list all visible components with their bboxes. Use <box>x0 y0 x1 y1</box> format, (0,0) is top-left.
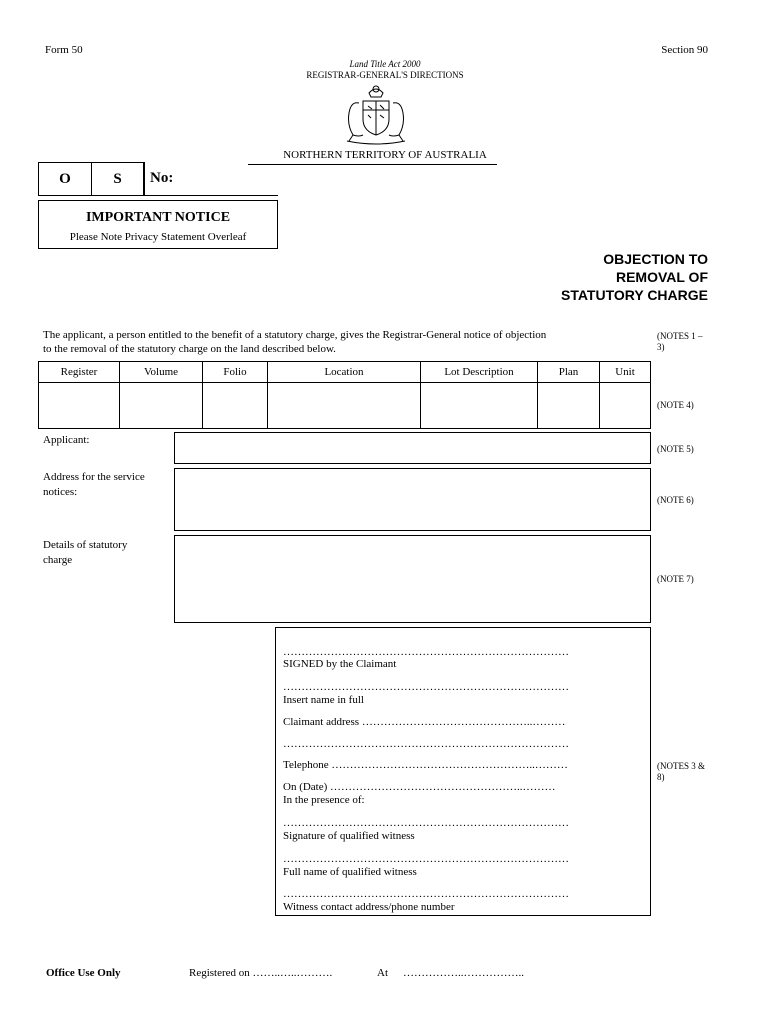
col-unit: Unit <box>600 362 651 383</box>
witness-contact-label: Witness contact address/phone number <box>283 901 455 913</box>
header-rule <box>248 164 497 165</box>
notice-subtitle: Please Note Privacy Statement Overleaf <box>69 231 247 243</box>
witness-signature-label: Signature of qualified witness <box>283 830 415 842</box>
coat-of-arms-icon <box>339 83 413 147</box>
directions-title: REGISTRAR-GENERAL'S DIRECTIONS <box>306 70 464 80</box>
form-title <box>561 250 708 304</box>
office-use-label: Office Use Only <box>46 967 121 979</box>
form-title-line-3: STATUTORY CHARGE <box>560 287 708 303</box>
applicant-label: Applicant: <box>43 434 90 446</box>
address-label-line-2: notices: <box>43 486 78 498</box>
claimant-address-line-2[interactable]: …………………………………………………………………… <box>283 738 569 750</box>
witness-name-line[interactable]: …………………………………………………………………… <box>283 853 569 865</box>
land-table-note: (NOTE 4) <box>657 400 694 410</box>
land-table <box>38 361 651 429</box>
claimant-name-line[interactable]: …………………………………………………………………… <box>283 681 569 693</box>
telephone-line[interactable]: Telephone ………………………………………………..……… <box>283 759 568 771</box>
act-title: Land Title Act 2000 <box>349 59 421 69</box>
address-field[interactable] <box>174 468 651 531</box>
insert-name-label: Insert name in full <box>283 694 364 706</box>
signed-by-label: SIGNED by the Claimant <box>283 658 397 670</box>
unit-input[interactable] <box>600 383 651 429</box>
lot-description-input[interactable] <box>421 383 538 429</box>
jurisdiction: NORTHERN TERRITORY OF AUSTRALIA <box>283 149 487 161</box>
intro-note: (NOTES 1 – 3) <box>657 331 703 352</box>
volume-input[interactable] <box>120 383 203 429</box>
address-label-line-1: Address for the service <box>43 471 145 483</box>
os-s-cell: S <box>92 163 144 195</box>
os-no-underline[interactable] <box>145 195 278 196</box>
col-register: Register <box>39 362 120 383</box>
date-line[interactable]: On (Date) ……………………………………………..……… <box>283 781 556 793</box>
location-input[interactable] <box>268 383 421 429</box>
os-o-cell: O <box>39 163 92 195</box>
details-label <box>43 538 127 568</box>
col-lot-description: Lot Description <box>421 362 538 383</box>
os-no-label: No: <box>150 170 174 186</box>
at-field[interactable]: ……………..…………….. <box>403 967 524 979</box>
details-field[interactable] <box>174 535 651 623</box>
witness-contact-line[interactable]: …………………………………………………………………… <box>283 888 569 900</box>
intro-line-1: The applicant, a person entitled to the benefit of a statutory charge, gives the Registrar-General notice of objection <box>43 329 547 341</box>
applicant-field[interactable] <box>174 432 651 464</box>
register-input[interactable] <box>39 383 120 429</box>
col-folio: Folio <box>203 362 268 383</box>
col-plan: Plan <box>538 362 600 383</box>
folio-input[interactable] <box>203 383 268 429</box>
claimant-address-line[interactable]: Claimant address ………………………………………..……… <box>283 716 566 728</box>
plan-input[interactable] <box>538 383 600 429</box>
at-label: At <box>377 967 388 979</box>
col-volume: Volume <box>120 362 203 383</box>
important-notice-box <box>38 200 278 249</box>
land-table-row <box>39 383 651 429</box>
registered-on-field[interactable]: Registered on ……..…..………. <box>189 967 333 979</box>
intro-text <box>43 328 643 356</box>
presence-label: In the presence of: <box>283 794 365 806</box>
form-title-line-2: REMOVAL OF <box>615 269 708 285</box>
notice-title: IMPORTANT NOTICE <box>85 210 231 225</box>
land-table-header <box>39 362 651 383</box>
claimant-signature-line[interactable]: …………………………………………………………………… <box>283 646 569 658</box>
details-label-line-2: charge <box>43 554 73 566</box>
section-number: Section 90 <box>661 44 708 56</box>
address-note: (NOTE 6) <box>657 495 694 505</box>
details-note: (NOTE 7) <box>657 574 694 584</box>
witness-name-label: Full name of qualified witness <box>283 866 417 878</box>
address-label <box>43 470 145 500</box>
applicant-note: (NOTE 5) <box>657 444 694 454</box>
witness-signature-line[interactable]: …………………………………………………………………… <box>283 817 569 829</box>
intro-line-2: to the removal of the statutory charge on the land described below. <box>43 343 336 355</box>
form-number: Form 50 <box>45 44 83 56</box>
details-label-line-1: Details of statutory <box>43 539 128 551</box>
col-location: Location <box>268 362 421 383</box>
form-title-line-1: OBJECTION TO <box>603 251 708 267</box>
signature-note: (NOTES 3 & 8) <box>657 761 705 782</box>
os-number-box <box>38 162 145 196</box>
